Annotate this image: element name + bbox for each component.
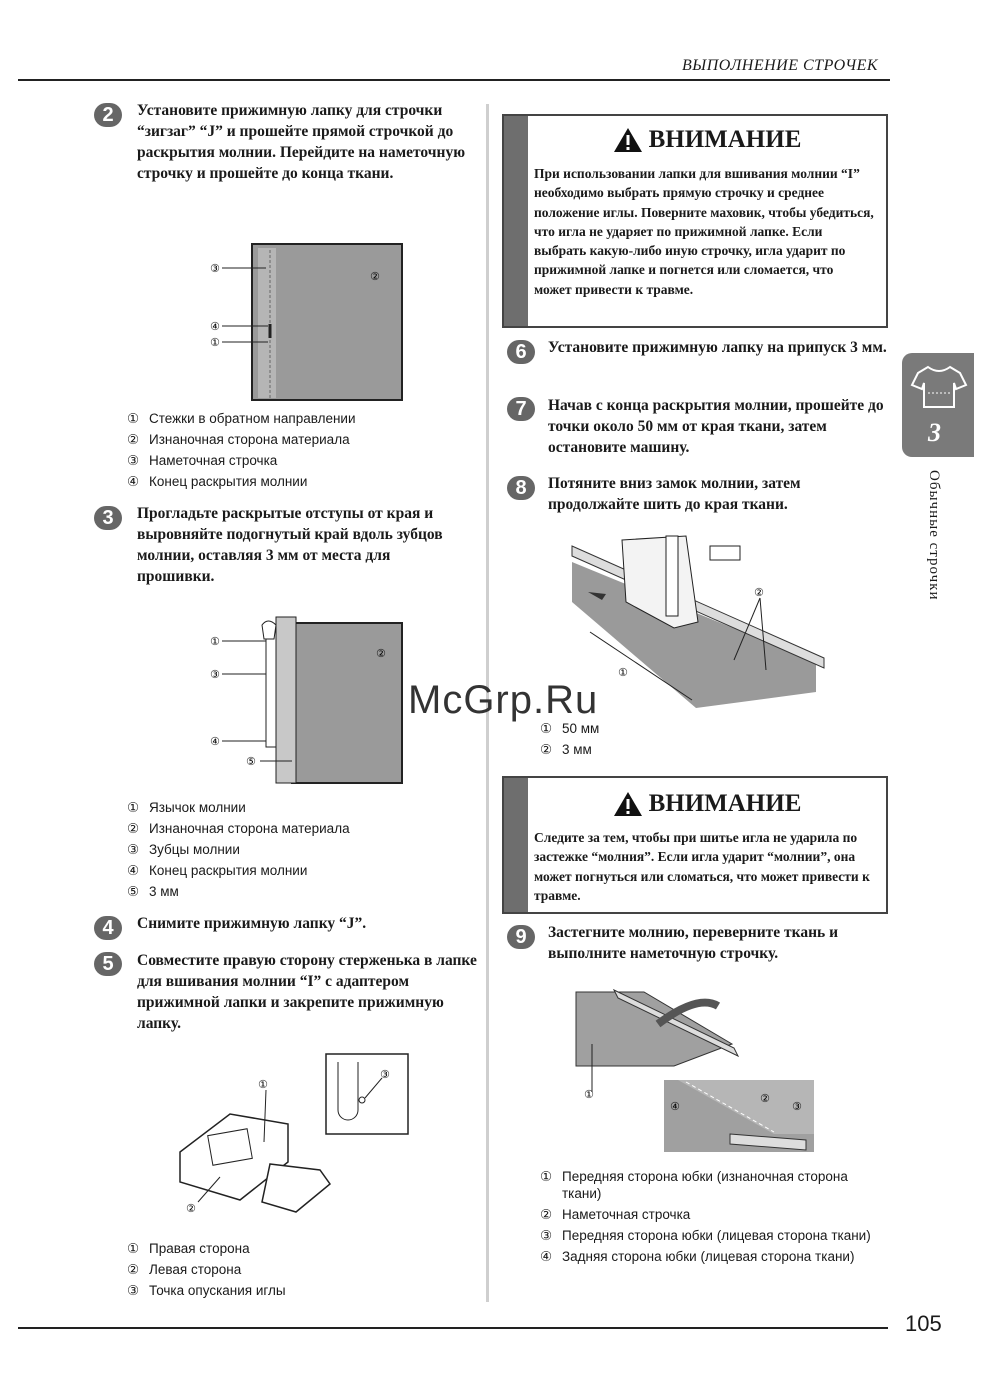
warning-text: При использовании лапки для вшивания молнии “I” необходимо выбрать прямую строчку и среднее положение иглы. Поверните маховик, чтобы убедиться, что игла не ударяет по прижимной лапке. Если выбрать какую-либо иную строчку, игла ударит по прижимной лапке и погнется или сломается, что может привести к травме. (534, 166, 874, 297)
foot-toe (262, 1164, 330, 1212)
step-3-number: 3 (94, 506, 122, 530)
running-header: ВЫПОЛНЕНИЕ СТРОЧЕК (682, 57, 878, 74)
callout-1: ① (584, 1088, 594, 1101)
legend-figure-3 (127, 1238, 467, 1301)
callout-1: ① (618, 666, 628, 679)
callout-1: ① (210, 635, 220, 648)
callout-4: ④ (670, 1100, 680, 1113)
legend-item: ② Изнаночная сторона материала (127, 821, 350, 836)
callout-2: ② (376, 647, 386, 660)
warning-heading (528, 126, 886, 154)
legend-item: ③ Зубцы молнии (127, 842, 240, 857)
step-7-number: 7 (507, 397, 535, 421)
figure-zipper-alignment (200, 615, 410, 787)
thumb-screw (710, 546, 740, 560)
legend-item: ③ Передняя сторона юбки (лицевая сторона ткани) (540, 1228, 871, 1243)
step-4-text: Снимите прижимную лапку “J”. (137, 915, 367, 932)
legend-item: ③ Наметочная строчка (127, 453, 278, 468)
callout-5: ⑤ (246, 755, 256, 768)
callout-2: ② (754, 586, 764, 599)
figure-sewing-to-edge (566, 532, 828, 710)
footer-rule (18, 1327, 888, 1329)
callout-4: ④ (210, 735, 220, 748)
needle-bar (666, 536, 678, 616)
page-number: 105 (905, 1311, 942, 1336)
legend-item: ② Левая сторона (127, 1262, 242, 1277)
step-6-number: 6 (507, 340, 535, 364)
callout-2: ② (760, 1092, 770, 1105)
warning-triangle-icon (613, 127, 643, 153)
warning-box-1 (502, 114, 888, 328)
legend-item: ① Передняя сторона юбки (изнаночная сторона ткани) (540, 1169, 848, 1201)
figure-basting-seam (200, 240, 410, 402)
callout-3: ③ (210, 262, 220, 275)
legend-item: ① Правая сторона (127, 1241, 250, 1256)
legend-figure-4 (540, 718, 740, 760)
callout-1: ① (258, 1078, 268, 1091)
callout-3: ③ (792, 1100, 802, 1113)
figure-zipper-foot (170, 1052, 415, 1222)
legend-item: ④ Конец раскрытия молнии (127, 474, 308, 489)
callout-4: ④ (210, 320, 220, 333)
figure-turn-and-baste (574, 984, 818, 1156)
header-rule (18, 79, 890, 81)
fold-edge (276, 617, 296, 783)
legend-item: ② Изнаночная сторона материала (127, 432, 350, 447)
legend-item: ③ Точка опускания иглы (127, 1283, 286, 1298)
step-5-number: 5 (94, 952, 122, 976)
warning-box-2 (502, 776, 888, 914)
legend-figure-1 (127, 408, 467, 492)
step-9-number: 9 (507, 925, 535, 949)
watermark: McGrp.Ru (408, 678, 599, 722)
step-3-text: Прогладьте раскрытые отступы от края и выровняйте подогнутый край вдоль зубцов молнии, оставляя 3 мм от места для прошивки. (137, 505, 443, 585)
warning-bar (504, 778, 528, 912)
callout-2: ② (370, 270, 380, 283)
warning-heading (528, 790, 886, 818)
callout-3: ③ (380, 1068, 390, 1081)
step-2-text: Установите прижимную лапку для строчки “зигзаг” “J” и прошейте прямой строчкой до раскрытия молнии. Перейдите на наметочную строчку и прошейте до конца ткани. (137, 102, 466, 182)
legend-figure-2 (127, 797, 467, 902)
step-9-text: Застегните молнию, переверните ткань и выполните наметочную строчку. (548, 924, 839, 962)
step-8-text: Потяните вниз замок молнии, затем продолжайте шить до края ткани. (548, 475, 801, 513)
legend-item: ④ Конец раскрытия молнии (127, 863, 308, 878)
seam-allowance (258, 248, 276, 398)
warning-text: Следите за тем, чтобы при шитье игла не ударила по застежке “молния”. Если игла ударит “молнии”, она может погнуться или сломаться, что может привести к травме. (534, 830, 870, 903)
legend-item: ② 3 мм (540, 742, 592, 757)
step-5-text: Совместите правую сторону стерженька в лапке для вшивания молнии “I” с адаптером прижимной лапки и закрепите прижимную лапку. (137, 952, 477, 1032)
warning-title: ВНИМАНИЕ (648, 790, 802, 817)
zipper-teeth (266, 629, 276, 747)
warning-bar (504, 116, 528, 326)
step-4-number: 4 (94, 916, 122, 940)
step-6-text: Установите прижимную лапку на припуск 3 мм. (548, 339, 887, 356)
legend-item: ④ Задняя сторона юбки (лицевая сторона ткани) (540, 1249, 855, 1264)
step-2-number: 2 (94, 103, 122, 127)
legend-figure-5 (540, 1168, 890, 1265)
legend-item: ① Стежки в обратном направлении (127, 411, 356, 426)
warning-title: ВНИМАНИЕ (648, 126, 802, 153)
legend-item: ① Язычок молнии (127, 800, 246, 815)
shirt-icon (910, 363, 968, 411)
callout-3: ③ (210, 668, 220, 681)
legend-item: ② Наметочная строчка (540, 1207, 691, 1222)
step-8-number: 8 (507, 476, 535, 500)
chapter-title: Обычные строчки (926, 470, 942, 601)
zipper-pull (262, 621, 276, 639)
warning-triangle-icon (613, 791, 643, 817)
step-7-text: Начав с конца раскрытия молнии, прошейте до точки около 50 мм от края ткани, затем остановите машину. (548, 397, 884, 456)
legend-item: ① 50 мм (540, 721, 600, 736)
legend-item: ⑤ 3 мм (127, 884, 179, 899)
callout-2: ② (186, 1202, 196, 1215)
chapter-number: 3 (928, 418, 941, 447)
callout-1: ① (210, 336, 220, 349)
